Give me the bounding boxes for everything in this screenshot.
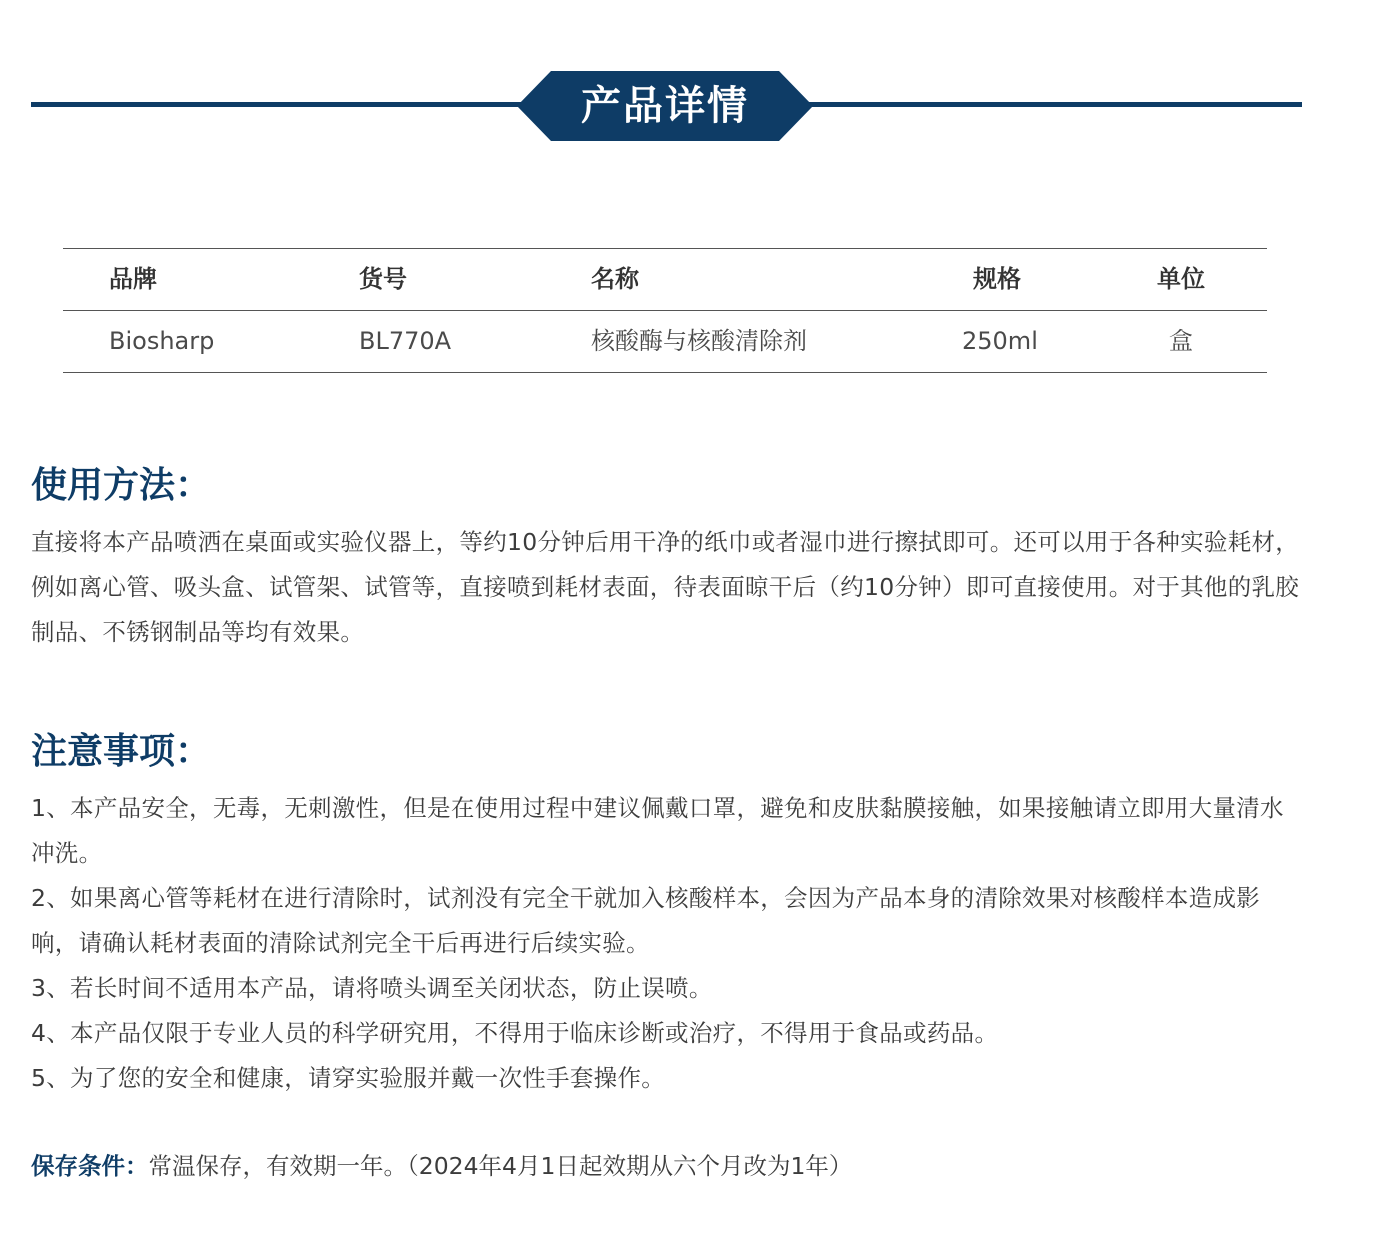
- storage-label: 保存条件：: [31, 1152, 149, 1180]
- storage-text: 常温保存，有效期一年。（2024年4月1日起效期从六个月改为1年）: [148, 1152, 853, 1180]
- cell-brand: Biosharp: [109, 327, 215, 355]
- page-title: 产品详情: [581, 83, 749, 129]
- cell-spec: 250ml: [962, 327, 1038, 355]
- cell-name: 核酸酶与核酸清除剂: [591, 327, 807, 355]
- header-banner: [0, 0, 1386, 180]
- cell-unit: 盒: [1169, 327, 1193, 355]
- column-header-spec: 规格: [973, 265, 1021, 293]
- cell-item-number: BL770A: [359, 327, 452, 355]
- table-row: [63, 311, 1267, 373]
- notes-list: [31, 786, 1306, 1101]
- note-item-4: 4、本产品仅限于专业人员的科学研究用，不得用于临床诊断或治疗，不得用于食品或药品。: [31, 1019, 999, 1047]
- usage-text: 直接将本产品喷洒在桌面或实验仪器上，等约10分钟后用干净的纸巾或者湿巾进行擦拭即可。还可以用于各种实验耗材，例如离心管、吸头盒、试管架、试管等，直接喷到耗材表面，待表面晾干后（约10分钟）即可直接使用。对于其他的乳胶制品、不锈钢制品等均有效果。: [31, 528, 1300, 646]
- usage-heading: 使用方法：: [31, 465, 212, 506]
- note-item-2: 2、如果离心管等耗材在进行清除时，试剂没有完全干就加入核酸样本，会因为产品本身的清除效果对核酸样本造成影响，请确认耗材表面的清除试剂完全干后再进行后续实验。: [31, 884, 1261, 957]
- note-item-3: 3、若长时间不适用本产品，请将喷头调至关闭状态，防止误喷。: [31, 974, 713, 1002]
- table-header-row: [63, 249, 1267, 311]
- column-header-brand: 品牌: [109, 265, 157, 293]
- column-header-name: 名称: [591, 265, 639, 293]
- column-header-item-number: 货号: [359, 265, 407, 293]
- note-item-1: 1、本产品安全，无毒，无刺激性，但是在使用过程中建议佩戴口罩，避免和皮肤黏膜接触，如果接触请立即用大量清水冲洗。: [31, 794, 1284, 867]
- note-item-5: 5、为了您的安全和健康，请穿实验服并戴一次性手套操作。: [31, 1064, 666, 1092]
- banner-divider-left: [31, 102, 531, 107]
- column-header-unit: 单位: [1157, 265, 1205, 293]
- notes-heading: 注意事项：: [31, 731, 212, 772]
- banner-divider-right: [790, 102, 1302, 107]
- storage-conditions: [31, 1146, 852, 1186]
- spec-table: [63, 248, 1267, 373]
